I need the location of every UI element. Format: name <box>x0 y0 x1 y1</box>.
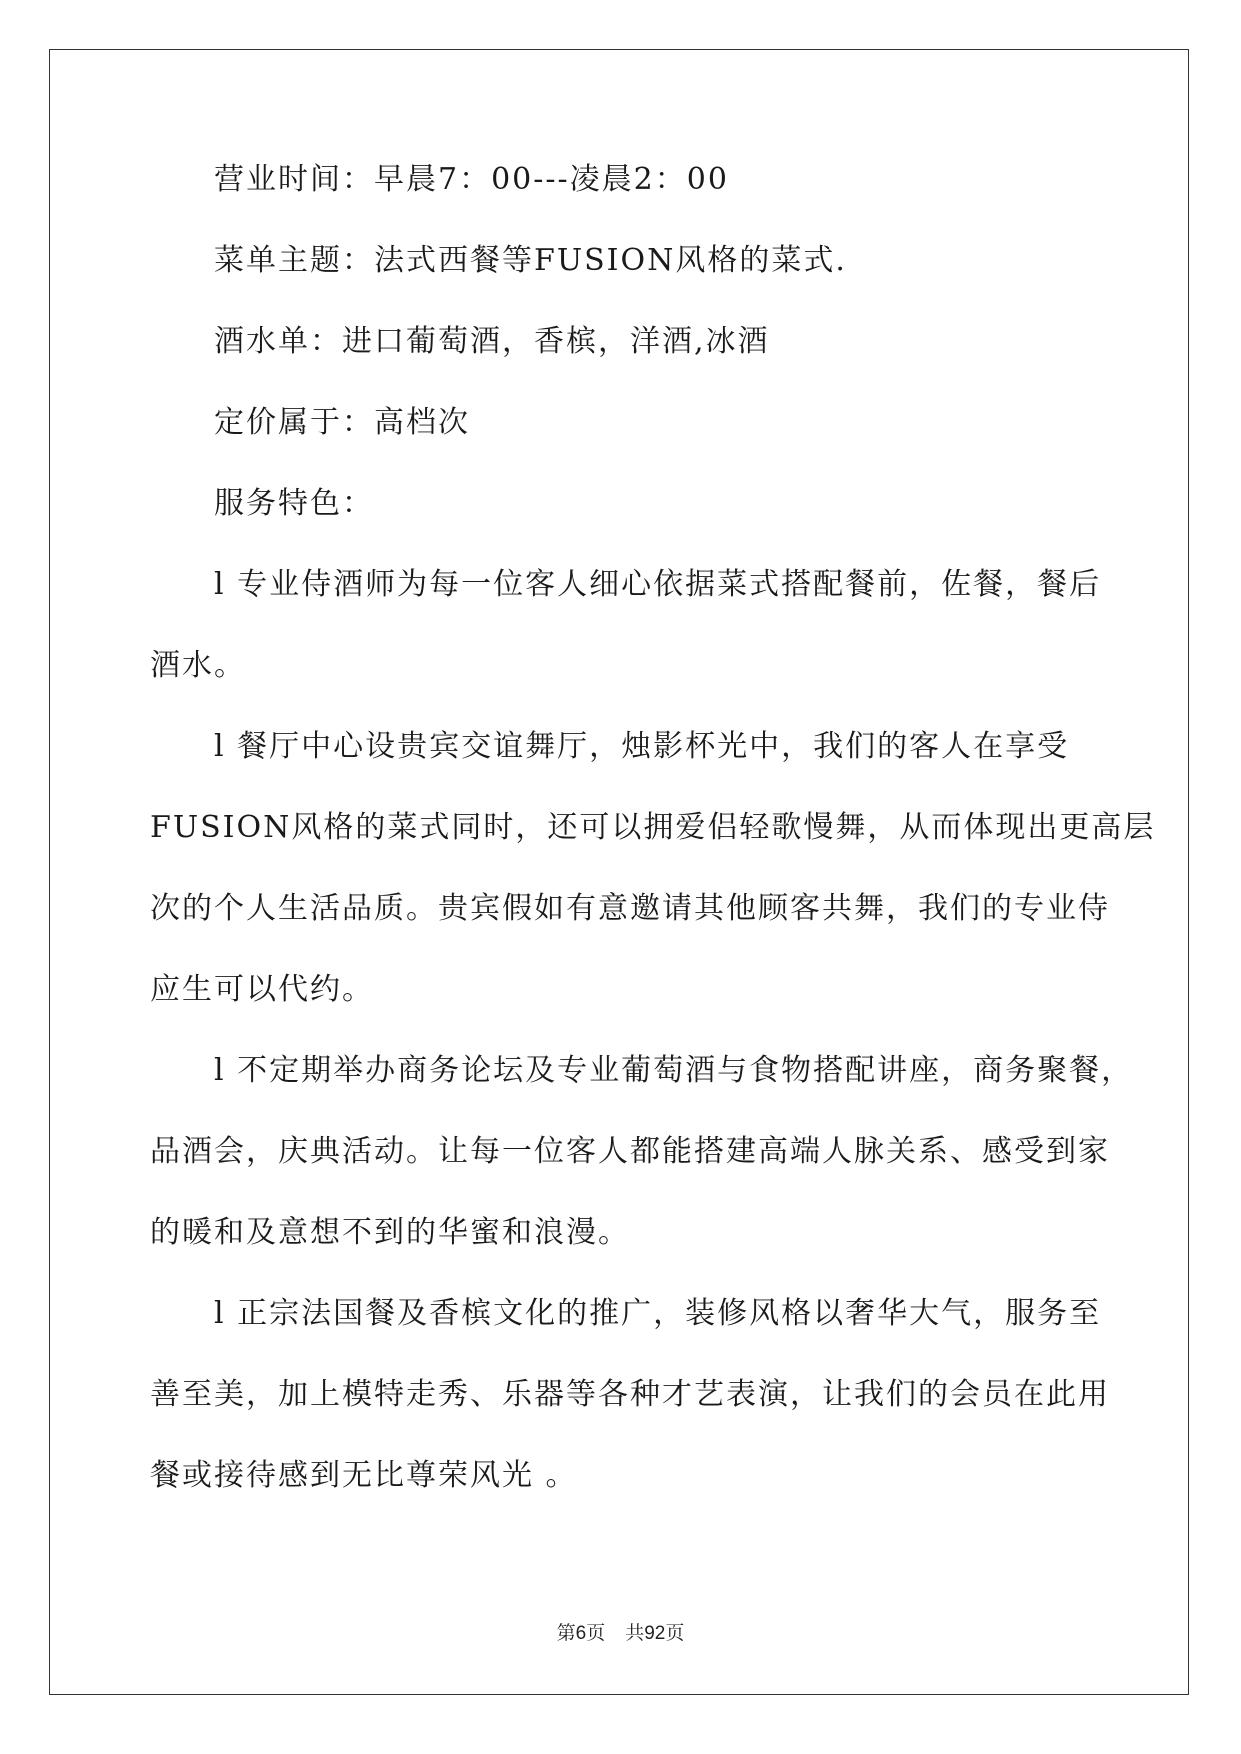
page-number-footer <box>0 1618 1241 1645</box>
text-line: 酒水。 <box>150 648 246 683</box>
text-line: 的暖和及意想不到的华蜜和浪漫。 <box>150 1215 630 1250</box>
page-current: 6 <box>575 1623 587 1644</box>
text-line: l 餐厅中心设贵宾交谊舞厅，烛影杯光中，我们的客人在享受 <box>214 729 1070 764</box>
text-line: 善至美，加上模特走秀、乐器等各种才艺表演，让我们的会员在此用 <box>150 1377 1110 1412</box>
text-line: 菜单主题：法式西餐等FUSION风格的菜式. <box>214 243 847 278</box>
text-line: l 正宗法国餐及香槟文化的推广，装修风格以奢华大气，服务至 <box>214 1296 1102 1331</box>
total-suffix: 页 <box>665 1622 685 1644</box>
text-line: 营业时间：早晨7：00---凌晨2：00 <box>214 162 729 197</box>
text-line: 酒水单：进口葡萄酒，香槟，洋酒,冰酒 <box>214 324 770 359</box>
page-prefix: 第 <box>556 1622 576 1644</box>
total-prefix: 共 <box>625 1622 645 1644</box>
text-line: l 专业侍酒师为每一位客人细心依据菜式搭配餐前，佐餐，餐后 <box>214 567 1102 602</box>
text-line: 品酒会，庆典活动。让每一位客人都能搭建高端人脉关系、感受到家 <box>150 1134 1110 1169</box>
document-body <box>150 160 1156 1537</box>
page-suffix: 页 <box>586 1622 606 1644</box>
page-total: 92 <box>644 1623 666 1644</box>
text-line: 定价属于：高档次 <box>214 405 470 440</box>
text-line: 应生可以代约。 <box>150 972 374 1007</box>
text-line: 次的个人生活品质。贵宾假如有意邀请其他顾客共舞，我们的专业侍 <box>150 891 1110 926</box>
text-line: l 不定期举办商务论坛及专业葡萄酒与食物搭配讲座，商务聚餐， <box>214 1053 1134 1088</box>
text-line: 餐或接待感到无比尊荣风光 。 <box>150 1458 578 1493</box>
text-line: 服务特色： <box>214 486 374 521</box>
text-line: FUSION风格的菜式同时，还可以拥爱侣轻歌慢舞，从而体现出更高层 <box>150 810 1156 845</box>
